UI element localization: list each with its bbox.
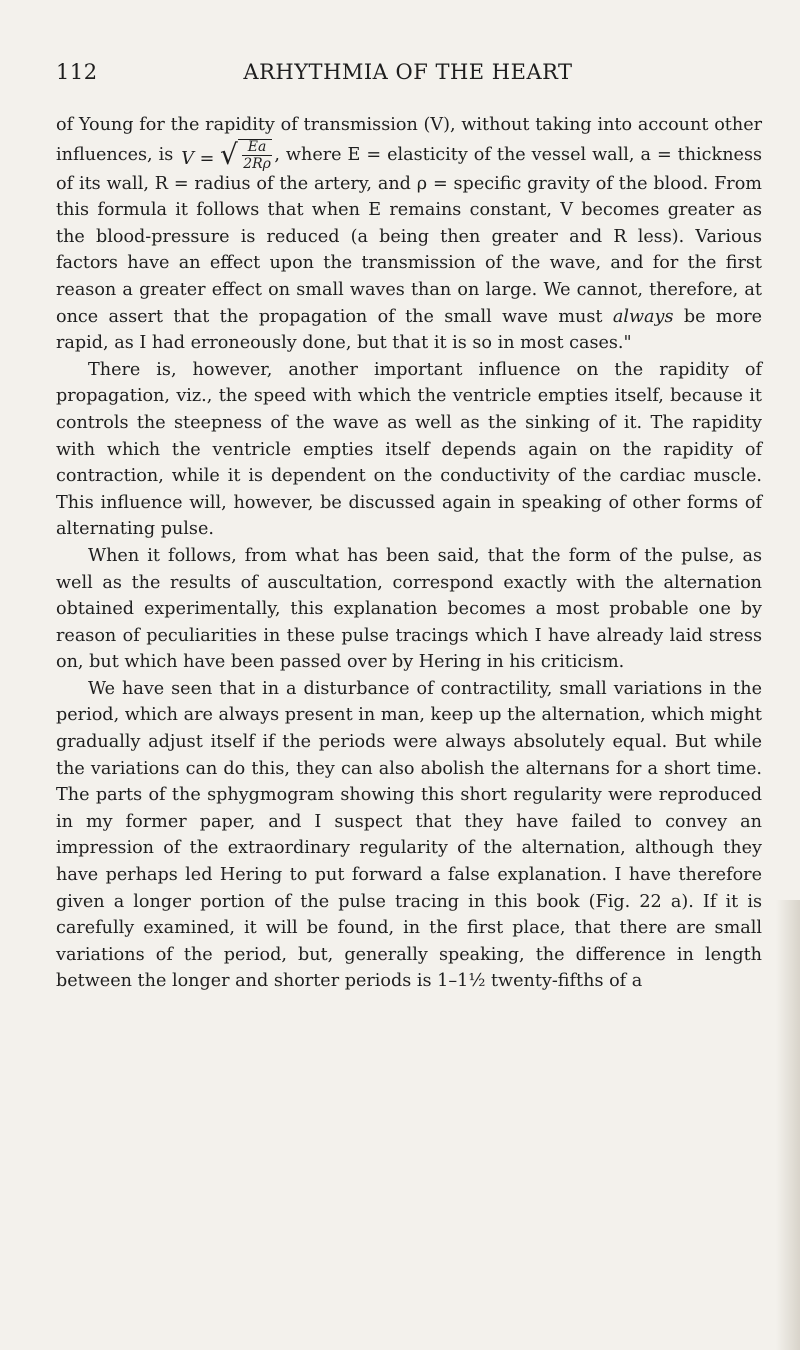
paragraph-1-before-formula: account other influences, is [56, 115, 763, 165]
page-edge-stain [776, 900, 800, 1350]
radical-icon: √ [219, 137, 238, 171]
emphasis-always: always [612, 306, 674, 327]
paragraph-1 [56, 112, 762, 357]
velocity-formula [181, 139, 272, 171]
formula-denominator: 2Rρ [243, 155, 271, 172]
paragraph-1-line-1: of Young for the rapidity of transmission (V), without taking into [56, 115, 633, 135]
page-number: 112 [56, 60, 98, 84]
running-title: ARHYTHMIA OF THE HEART [243, 60, 573, 84]
formula-lhs: V [181, 148, 194, 169]
formula-numerator: Ea [242, 140, 273, 156]
paragraph-2: There is, however, another important influence on the rapidity of propagation, viz., the speed with which the ventricle empties itself, because it controls the steepness of the wave as well as the sinking of it. The rapidity with which the ventricle empties itself depends again on the rapidity of contraction, while it is dependent on the conductivity of the cardiac muscle. This influence will, however, be discussed again in speaking of other forms of alternating pulse. [56, 359, 762, 540]
formula-equals: = [199, 148, 215, 169]
paragraph-3: When it follows, from what has been said, that the form of the pulse, as well as the results of auscultation, correspond exactly with the alternation obtained experimentally, this explanation becomes a most probable one by reason of peculiarities in these pulse tracings which I have already laid stress on, but which have been passed over by Hering in his criticism. [56, 545, 762, 673]
paragraph-1-after-formula: , where E = elasticity of the vessel wall, a = thickness of its wall, R = radius of the artery, and ρ = specific gravity of the blood. From this formula it follows that when E remains constant, V becomes greater as the blood-pressure is reduced (a being then greater and R less). Various factors have an effect upon the transmission of the wave, and for the first reason a greater effect on small waves than on large. We cannot, therefore, at once assert that the propagation of the small wave must [56, 144, 763, 327]
paragraph-1-end: be more rapid, as I had erroneously done, but that it is so in most cases." [56, 306, 763, 354]
formula-sqrt [220, 139, 272, 171]
formula-radicand [238, 139, 273, 171]
paragraph-4: We have seen that in a disturbance of contractility, small variations in the period, which are always present in man, keep up the alternation, which might gradually adjust itself if the periods were always absolutely equal. But while the variations can do this, they can also abolish the alternans for a short time. The parts of the sphygmogram showing this short regularity were reproduced in my former paper, and I suspect that they have failed to convey an impression of the extraordinary regularity of the alternation, although they have perhaps led Hering to put forward a false explanation. I have therefore given a longer portion of the pulse tracing in this book (Fig. 22 a). If it is carefully examined, it will be found, in the first place, that there are small variations of the period, but, generally speaking, the difference in length between the longer and shorter periods is 1–1½ twenty-fifths of a [56, 678, 762, 992]
formula-fraction [242, 140, 273, 171]
page-header [56, 60, 760, 92]
body-text [56, 112, 762, 995]
